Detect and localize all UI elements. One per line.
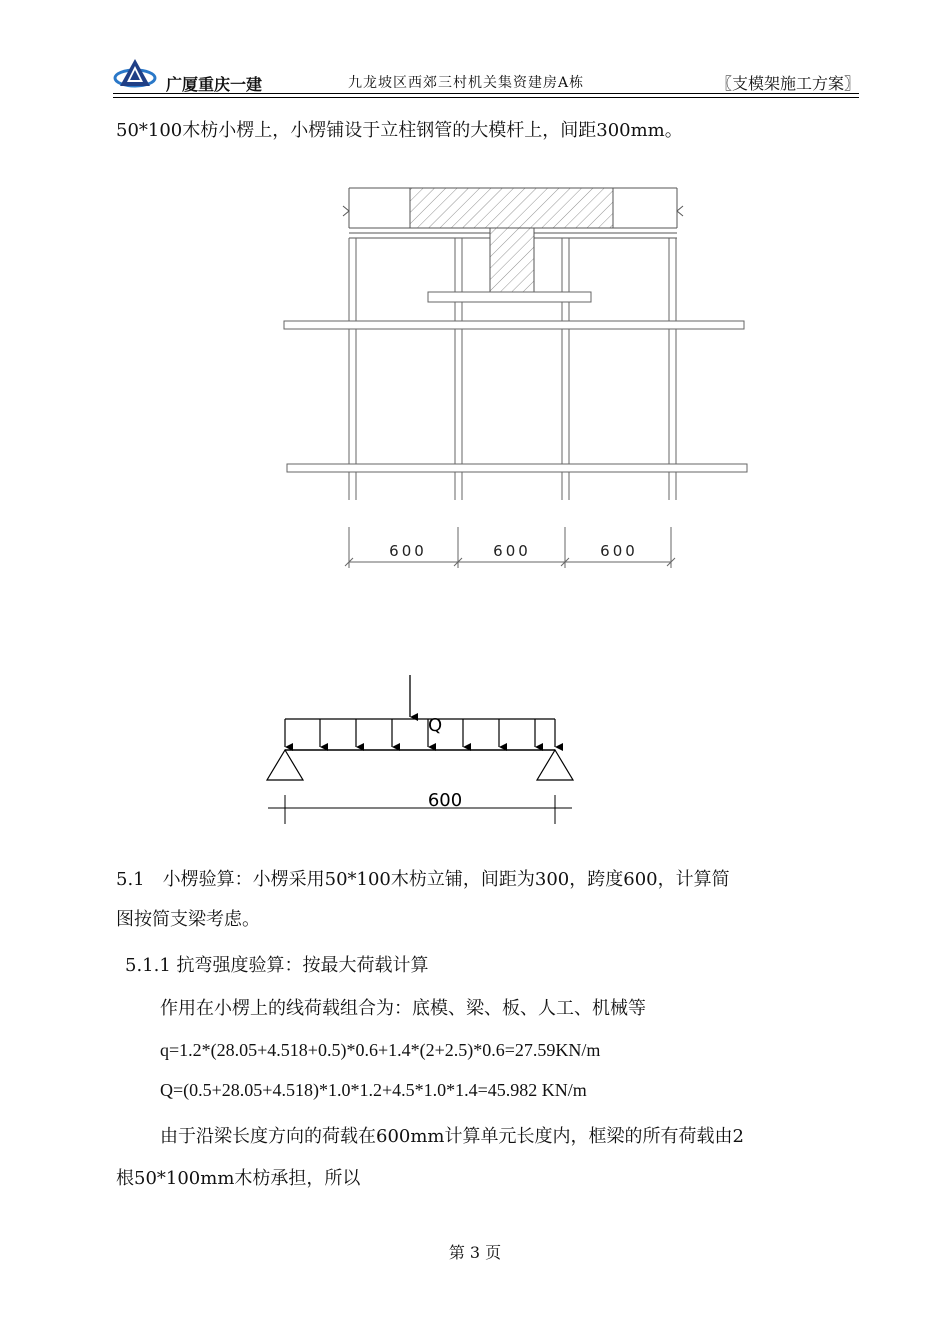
dimension-label: 600 (493, 542, 531, 560)
formwork-section-diagram (0, 0, 950, 600)
header-project: 九龙坡区西郊三村机关集资建房A栋 (348, 75, 585, 91)
load-label: Q (428, 715, 443, 736)
formula-q: q=1.2*(28.05+4.518+0.5)*0.6+1.4*(2+2.5)*0.6=27.59KN/m (160, 1040, 601, 1060)
header-company: 广厦重庆一建 (166, 75, 263, 94)
beam-hatch (410, 188, 613, 228)
intro-line: 50*100木枋小楞上，小楞铺设于立柱钢管的大模杆上，间距300mm。 (116, 120, 683, 141)
section-5-1-line1: 5.1 小楞验算：小楞采用50*100木枋立铺，间距为300，跨度600，计算简 (116, 869, 730, 890)
paragraph-line2: 根50*100mm木枋承担，所以 (116, 1168, 361, 1189)
span-label: 600 (427, 790, 463, 811)
formula-Q: Q=(0.5+28.05+4.518)*1.0*1.2+4.5*1.0*1.4=45.982 KN/m (160, 1080, 587, 1100)
beam-load-diagram (0, 640, 950, 840)
support-right (537, 750, 573, 780)
paragraph-line1: 由于沿梁长度方向的荷载在600mm计算单元长度内，框梁的所有荷载由2 (160, 1126, 744, 1147)
support-left (267, 750, 303, 780)
dimension-label: 600 (389, 542, 427, 560)
span-dimension (268, 795, 572, 824)
lower-ledger-tube (287, 464, 747, 472)
dimension-label: 600 (600, 542, 638, 560)
section-5-1-line2: 图按简支梁考虑。 (116, 909, 260, 930)
header-document-title: 〖支模架施工方案〗 (716, 74, 861, 93)
load-combination-text: 作用在小楞上的线荷载组合为：底模、梁、板、人工、机械等 (160, 998, 646, 1019)
distributed-load-arrows (285, 719, 555, 747)
beam-stem (490, 228, 534, 292)
page-number: 第 3 页 (448, 1243, 502, 1262)
section-5-1-1-title: 5.1.1 抗弯强度验算：按最大荷载计算 (125, 955, 429, 976)
small-joist-plate (428, 292, 591, 302)
upper-ledger-tube (284, 321, 744, 329)
